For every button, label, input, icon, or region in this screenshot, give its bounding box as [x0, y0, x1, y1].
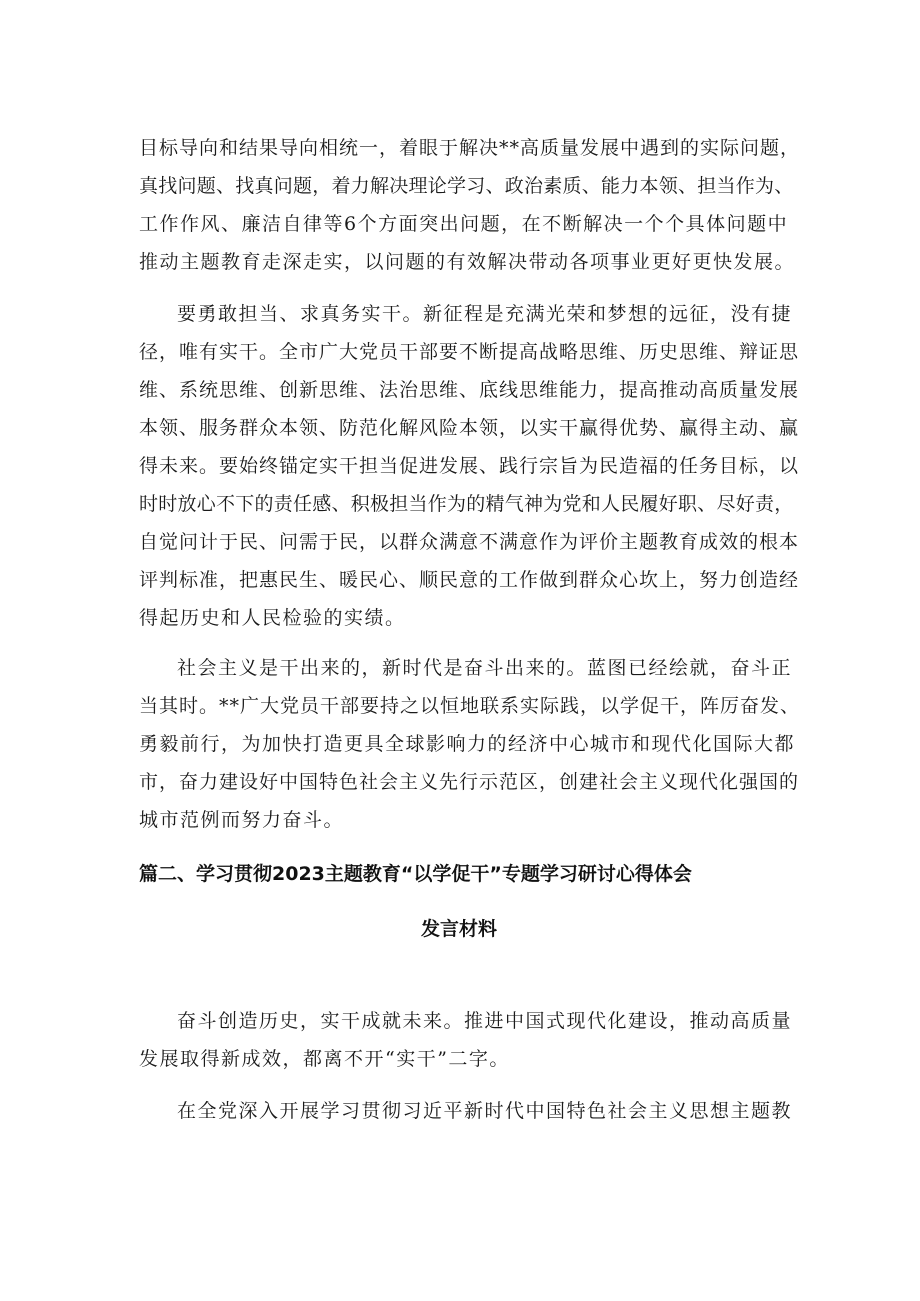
paragraph-line: 自觉问计于民、问需于民，以群众满意不满意作为评价主题教育成效的根本 [139, 531, 800, 553]
paragraph-line: 勇毅前行，为加快打造更具全球影响力的经济中心城市和现代化国际大都 [139, 733, 796, 755]
paragraph-line: 工作作风、廉洁自律等6个方面突出问题，在不断解决一个个具体问题中 [139, 213, 789, 235]
paragraph-line: 社会主义是干出来的，新时代是奋斗出来的。蓝图已经绘就，奋斗正 [177, 657, 793, 679]
section-heading-continued: 发言材料 [421, 918, 498, 940]
paragraph-line: 奋斗创造历史，实干成就未来。推进中国式现代化建设，推动高质量 [177, 1010, 793, 1032]
paragraph-line: 在全党深入开展学习贯彻习近平新时代中国特色社会主义思想主题教 [177, 1100, 793, 1122]
paragraph-line: 城市范例而努力奋斗。 [139, 809, 345, 831]
paragraph-line: 要勇敢担当、求真务实干。新征程是充满光荣和梦想的远征，没有捷 [177, 303, 793, 325]
paragraph-line: 推动主题教育走深走实，以问题的有效解决带动各项事业更好更快发展。 [139, 251, 796, 273]
paragraph-line: 本领、服务群众本领、防范化解风险本领，以实干赢得优势、赢得主动、赢 [139, 417, 800, 439]
paragraph-line: 得未来。要始终锚定实干担当促进发展、践行宗旨为民造福的任务目标，以 [139, 455, 800, 477]
section-heading: 篇二、学习贯彻2023主题教育“以学促干”专题学习研讨心得体会 [139, 863, 692, 885]
paragraph-line: 维、系统思维、创新思维、法治思维、底线思维能力，提高推动高质量发展 [139, 379, 800, 401]
paragraph-line: 真找问题、找真问题，着力解决理论学习、政治素质、能力本领、担当作为、 [139, 175, 794, 197]
paragraph-line: 得起历史和人民检验的实绩。 [139, 607, 406, 629]
paragraph-line: 时时放心不下的责任感、积极担当作为的精气神为党和人民履好职、尽好责， [139, 493, 794, 515]
paragraph-line: 目标导向和结果导向相统一，着眼于解决**高质量发展中遇到的实际问题， [139, 137, 801, 159]
paragraph-line: 评判标准，把惠民生、暖民心、顺民意的工作做到群众心坎上，努力创造经 [139, 569, 800, 591]
paragraph-line: 径，唯有实干。全市广大党员干部要不断提高战略思维、历史思维、辩证思 [139, 341, 800, 363]
paragraph-line: 发展取得新成效，都离不开“实干”二字。 [139, 1048, 510, 1070]
paragraph-line: 当其时。**广大党员干部要持之以恒地联系实际践，以学促干，阵厉奋发、 [139, 695, 801, 717]
paragraph-line: 市，奋力建设好中国特色社会主义先行示范区，创建社会主义现代化强国的 [139, 771, 800, 793]
